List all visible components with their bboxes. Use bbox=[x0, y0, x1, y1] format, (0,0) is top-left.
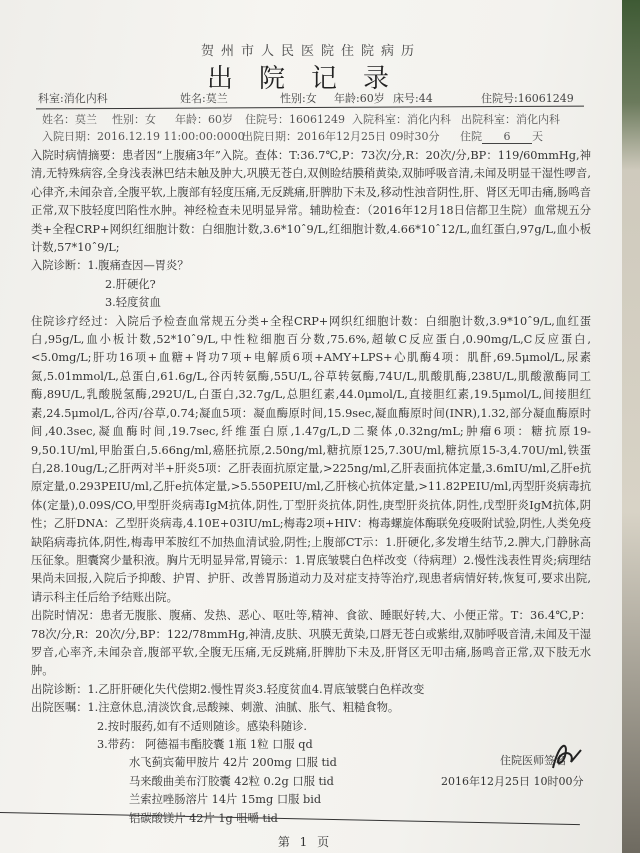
physician-signature-label: 住院医师签名 bbox=[500, 754, 566, 767]
page-title: 出院记录 bbox=[206, 64, 415, 94]
header-admission-no: 住院号:16061249 bbox=[481, 92, 574, 105]
medication-item: 马来酸曲美布汀胶囊 42粒 0.2g 口服 tid bbox=[129, 774, 334, 788]
medication-item: 铝碳酸镁片 42片 1g 咀嚼 tid bbox=[129, 811, 278, 825]
header-name: 姓名:莫兰 bbox=[180, 92, 228, 105]
discharge-orders-1 bbox=[31, 699, 591, 717]
medication-item: 水飞蓟宾葡甲胺片 42片 200mg 口服 tid bbox=[129, 756, 337, 770]
admit-date: 入院日期：2016.12.19 11:00:00:0000 bbox=[42, 130, 245, 143]
patient-name: 姓名：莫兰 bbox=[42, 113, 97, 126]
patient-admission-no: 住院号：16061249 bbox=[245, 113, 345, 126]
header-bed: 床号:44 bbox=[393, 92, 433, 105]
length-of-stay bbox=[460, 128, 543, 144]
medication-item: 兰索拉唑肠溶片 14片 15mg 口服 bid bbox=[129, 793, 322, 807]
hospital-name: 贺州市人民医院住院病历 bbox=[200, 44, 421, 59]
header-info-row bbox=[38, 90, 578, 106]
header-divider bbox=[36, 106, 584, 110]
admission-diagnosis-item: 1.腹痛查因—胃炎？ bbox=[87, 259, 189, 273]
patient-age: 年龄：60岁 bbox=[175, 113, 233, 126]
admission-diagnosis-item: 2.肝硬化? bbox=[105, 277, 156, 291]
admission-diagnosis-1 bbox=[31, 257, 591, 275]
header-gender: 性别:女 bbox=[280, 92, 317, 105]
discharge-department: 出院科室：消化内科 bbox=[461, 113, 560, 126]
background-edge bbox=[622, 0, 640, 853]
record-body bbox=[31, 147, 591, 828]
orders-label: 出院医嘱： bbox=[31, 701, 88, 715]
handwritten-signature-icon bbox=[545, 738, 585, 774]
order-item: 3.带药： 阿德福韦酯胶囊 1瓶 1粒 口服 qd bbox=[97, 738, 313, 751]
discharge-diagnosis: 出院诊断：1.乙肝肝硬化失代偿期2.慢性胃炎3.轻度贫血4.胃底皱襞白色样改变 bbox=[31, 682, 425, 696]
patient-info-row-2 bbox=[42, 128, 582, 144]
signature-date: 2016年12月25日 10时00分 bbox=[441, 775, 584, 788]
header-department: 科室:消化内科 bbox=[38, 92, 108, 105]
patient-info-row-1 bbox=[42, 111, 582, 127]
patient-gender: 性别：女 bbox=[112, 113, 156, 126]
admit-department: 入院科室：消化内科 bbox=[352, 113, 451, 126]
order-item: 2.按时服药,如有不适则随诊。感染科随诊. bbox=[97, 719, 308, 733]
treatment-course: 住院诊疗经过：入院后予检查血常规五分类+全程CRP+网织红细胞计数：白细胞计数,3.9*10ˆ9/L,血红蛋白,95g/L,血小板计数,52*10ˆ9/L,中性粒细胞百分数,75.6%,超敏C反应蛋白,0.90mg/L,C反应蛋白,<5.0mg/L;肝功16项+血糖+肾功7项+电解质6项+AMY+LPS+心肌酶4项：肌酐,69.5μmol/L,尿素氮,5.01mmol/L,总蛋白,61.6g/L,谷丙转氨酶,55U/L,谷草转氨酶,74U/L,肌酸肌酶,238U/L,肌酸激酶同工酶,89U/L,乳酸脱氢酶,292U/L,白蛋白,32.7g/L,总胆红素,44.0μmol/L,直接胆红素,19.5μmol/L,间接胆红素,24.5μmol/L,谷丙/谷草,0.74;凝血5项：凝血酶原时间,15.9sec,凝血酶原时间(INR),1.32,部分凝血酶原时间,40.3sec,凝血酶时间,19.7sec,纤维蛋白原,1.47g/L,D二聚体,0.32ng/mL;肿瘤6项：糖抗原19-9,50.1U/ml,甲胎蛋白,5.66ng/ml,癌胚抗原,2.50ng/ml,糖抗原125,7.30U/ml,糖抗原15-3,4.70U/ml,铁蛋白,28.10ug/L;乙肝两对半+肝炎5项：乙肝表面抗原定量,>225ng/ml,乙肝表面抗体定量,3.6mIU/ml,乙肝e抗原定量,0.293PEIU/ml,乙肝e抗体定量,>5.550PEIU/ml,乙肝核心抗体定量,>11.82PEIU/ml,丙型肝炎病毒抗体(定量),0.09S/CO,甲型肝炎病毒IgM抗体,阴性,丁型肝炎抗体,阴性,庚型肝炎抗体,阴性,戊型肝炎IgM抗体,阴性；乙肝DNA：乙型肝炎病毒,4.10E+03IU/mL;梅毒2项+HIV：梅毒螺旋体酶联免疫吸附试验,阴性,人类免疫缺陷病毒抗体,阴性,梅毒甲苯胺红不加热血清试验,阴性;上腹部CT示：1.肝硬化,多发增生结节,2.脾大,门静脉高压征象。胆囊窝少量积液。胸片无明显异常,胃镜示：1.胃底皱襞白色样改变（待病理）2.慢性浅表性胃炎;病理结果尚未回报,入院后予抑酸、护胃、护肝、改善胃肠道动力及对症支持等治疗,现患者病情好转,恢复可,要求出院,请示科主任后给予结账出院。 bbox=[31, 314, 591, 604]
stay-unit: 天 bbox=[532, 130, 543, 143]
page-number: 第 1 页 bbox=[277, 835, 333, 849]
discharge-date: 出院日期：2016年12月25日 09时30分 bbox=[242, 130, 440, 143]
stay-days: 6 bbox=[482, 130, 532, 144]
order-item: 1.注意休息,清淡饮食,忌酸辣、刺激、油腻、胀气、粗糙食物。 bbox=[87, 701, 400, 715]
stay-label: 住院 bbox=[460, 130, 482, 143]
admission-summary: 入院时病情摘要：患者因“上腹痛3年”入院。查体：T:36.7℃,P：73次/分,R：20次/分,BP：119/60mmHg,神清,无特殊病容,全身浅表淋巴结未触及肿大,巩膜无苍白,双侧睑结膜稍黄染,双肺呼吸音清,未闻及明显干湿性啰音,心律齐,未闻杂音,全腹平软,上腹部有轻度压痛,无反跳痛,肝脾肋下未及,移动性浊音阴性,肝、肾区无叩击痛,肠鸣音正常,双下肢轻度凹陷性水肿。神经检查未见明显异常。辅助检查：（2016年12月18日信都卫生院）血常规五分类+全程CRP+网织红细胞计数：白细胞计数,3.6*10ˆ9/L,红细胞计数,4.66*10ˆ12/L,血红蛋白,97g/L,血小板计数,57*10ˆ9/L; bbox=[31, 149, 591, 255]
header-age: 年龄:60岁 bbox=[334, 92, 385, 105]
admission-diagnosis-label: 入院诊断： bbox=[31, 259, 88, 273]
admission-diagnosis-item: 3.轻度贫血 bbox=[105, 296, 161, 310]
discharge-status: 出院时情况：患者无腹胀、腹痛、发热、恶心、呕吐等,精神、食欲、睡眠好转,大、小便正常。T：36.4℃,P：78次/分,R：20次/分,BP：122/78mmHg,神清,皮肤、巩膜无黄染,口唇无苍白或紫绀,双肺呼吸音清,未闻及干湿罗音,心率齐,未闻杂音,腹部平软,全腹无压痛,无反跳痛,肝脾肋下未及,肝肾区无叩击痛,肠鸣音正常,双下肢无水肿。 bbox=[31, 609, 591, 678]
